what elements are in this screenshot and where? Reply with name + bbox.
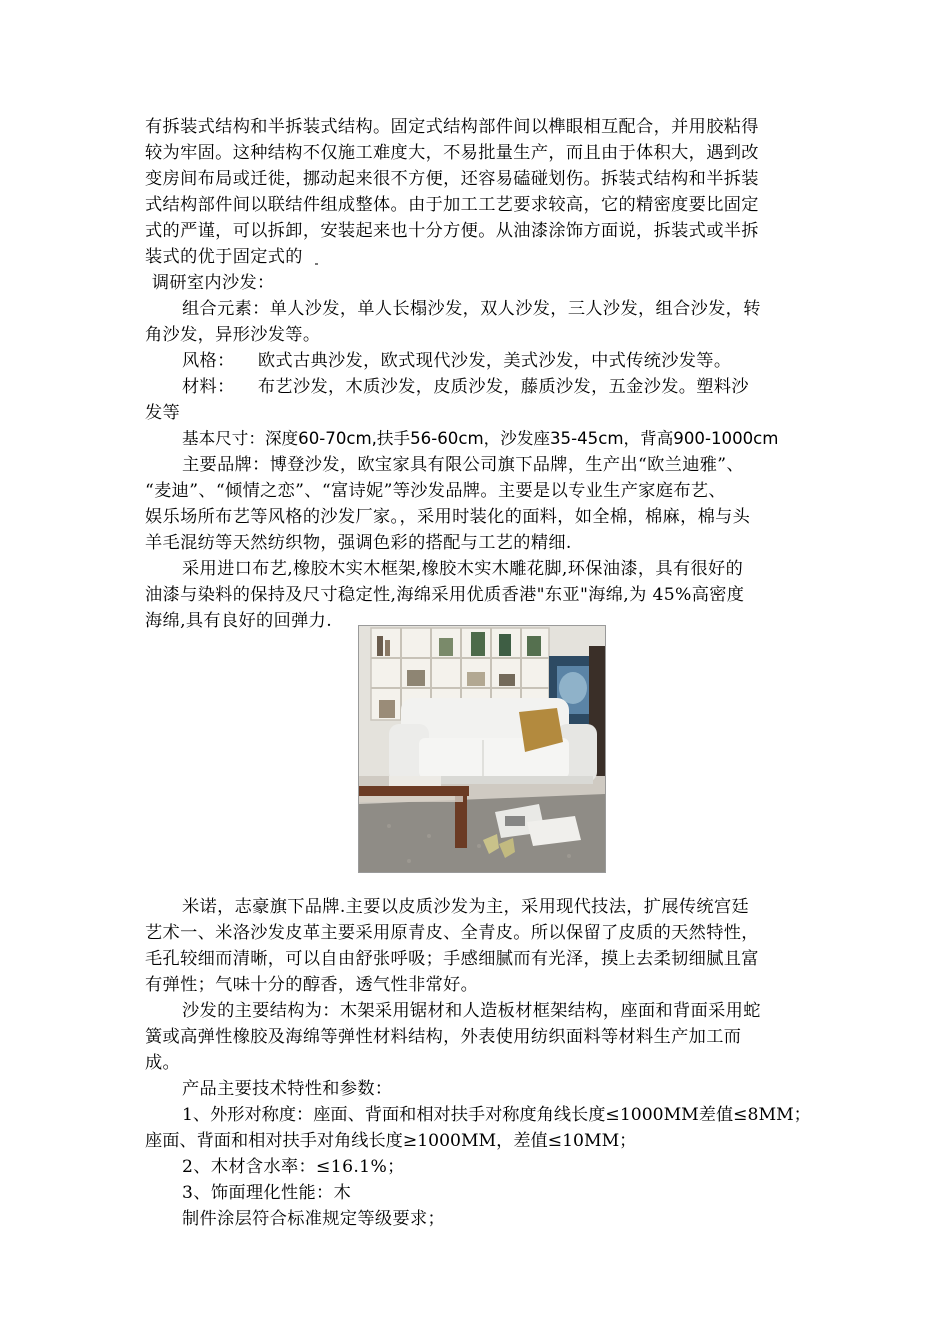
spec-item: 2、木材含水率：≤16.1%； bbox=[182, 1157, 405, 1177]
paragraph-line: 毛孔较细而清晰，可以自由舒张呼吸；手感细腻而有光泽，摸上去柔韧细腻且富 bbox=[145, 949, 759, 969]
section-heading: 调研室内沙发： bbox=[146, 273, 275, 293]
paragraph-line: 海绵,具有良好的回弹力. bbox=[145, 611, 333, 631]
stray-mark bbox=[315, 263, 318, 265]
paragraph-line: 成。 bbox=[145, 1053, 181, 1073]
paragraph-line: 簧或高弹性橡胶及海绵等弹性材料结构，外表使用纺织面料等材料生产加工而 bbox=[145, 1027, 742, 1047]
paragraph-line: 沙发的主要结构为：木架采用锯材和人造板材框架结构，座面和背面采用蛇 bbox=[182, 1001, 761, 1021]
paragraph-line: 风格： 欧式古典沙发，欧式现代沙发，美式沙发，中式传统沙发等。 bbox=[182, 351, 732, 371]
paragraph-line: 有拆装式结构和半拆装式结构。固定式结构部件间以榫眼相互配合，并用胶粘得 bbox=[145, 117, 759, 137]
spec-item: 1、外形对称度：座面、背面和相对扶手对称度角线长度≤1000MM差值≤8MM； bbox=[182, 1105, 811, 1125]
paragraph-line: 米诺，志豪旗下品牌.主要以皮质沙发为主，采用现代技法，扩展传统宫廷 bbox=[182, 897, 750, 917]
paragraph-line: 变房间布局或迁徙，挪动起来很不方便，还容易磕碰划伤。拆装式结构和半拆装 bbox=[145, 169, 759, 189]
paragraph-line: 艺术一、米洛沙发皮革主要采用原青皮、全青皮。所以保留了皮质的天然特性， bbox=[145, 923, 759, 943]
section-heading: 产品主要技术特性和参数： bbox=[182, 1079, 393, 1099]
paragraph-line: 基本尺寸：深度60-70cm,扶手56-60cm，沙发座35-45cm，背高900-1000cm bbox=[182, 429, 779, 448]
paragraph-line: 材料： 布艺沙发，木质沙发，皮质沙发，藤质沙发，五金沙发。塑料沙 bbox=[182, 377, 749, 397]
spec-item: 3、饰面理化性能：木 bbox=[182, 1183, 352, 1203]
paragraph-line: 发等 bbox=[145, 403, 181, 423]
paragraph-line: 式的严谨，可以拆卸，安装起来也十分方便。从油漆涂饰方面说，拆装式或半拆 bbox=[145, 221, 759, 241]
paragraph-line: “麦迪”、“倾情之恋”、“富诗妮”等沙发品牌。主要是以专业生产家庭布艺、 bbox=[145, 481, 726, 501]
paragraph-line: 较为牢固。这种结构不仅施工难度大，不易批量生产，而且由于体积大，遇到改 bbox=[145, 143, 759, 163]
spec-item: 座面、背面和相对扶手对角线长度≥1000MM，差值≤10MM； bbox=[145, 1131, 637, 1151]
paragraph-line: 主要品牌：博登沙发，欧宝家具有限公司旗下品牌，生产出“欧兰迪雅”、 bbox=[182, 455, 744, 475]
paragraph-line: 角沙发，异形沙发等。 bbox=[145, 325, 321, 345]
paragraph-line: 羊毛混纺等天然纺织物，强调色彩的搭配与工艺的精细. bbox=[145, 533, 572, 553]
paragraph-line: 装式的优于固定式的 bbox=[145, 247, 303, 267]
paragraph-line: 有弹性；气味十分的醇香，透气性非常好。 bbox=[145, 975, 479, 995]
paragraph-line: 娱乐场所布艺等风格的沙发厂家。，采用时装化的面料，如全棉，棉麻，棉与头 bbox=[145, 507, 751, 527]
paragraph-line: 式结构部件间以联结件组成整体。由于加工工艺要求较高，它的精密度要比固定 bbox=[145, 195, 759, 215]
paragraph-line: 组合元素：单人沙发，单人长榻沙发，双人沙发，三人沙发，组合沙发，转 bbox=[182, 299, 761, 319]
sofa-illustration bbox=[359, 626, 605, 872]
paragraph-line: 采用进口布艺,橡胶木实木框架,橡胶木实木雕花脚,环保油漆，具有很好的 bbox=[182, 559, 744, 579]
sofa-photo bbox=[358, 625, 606, 873]
paragraph-line: 制件涂层符合标准规定等级要求； bbox=[182, 1209, 446, 1229]
paragraph-line: 油漆与染料的保持及尺寸稳定性,海绵采用优质香港"东亚"海绵,为 45%高密度 bbox=[145, 585, 745, 605]
